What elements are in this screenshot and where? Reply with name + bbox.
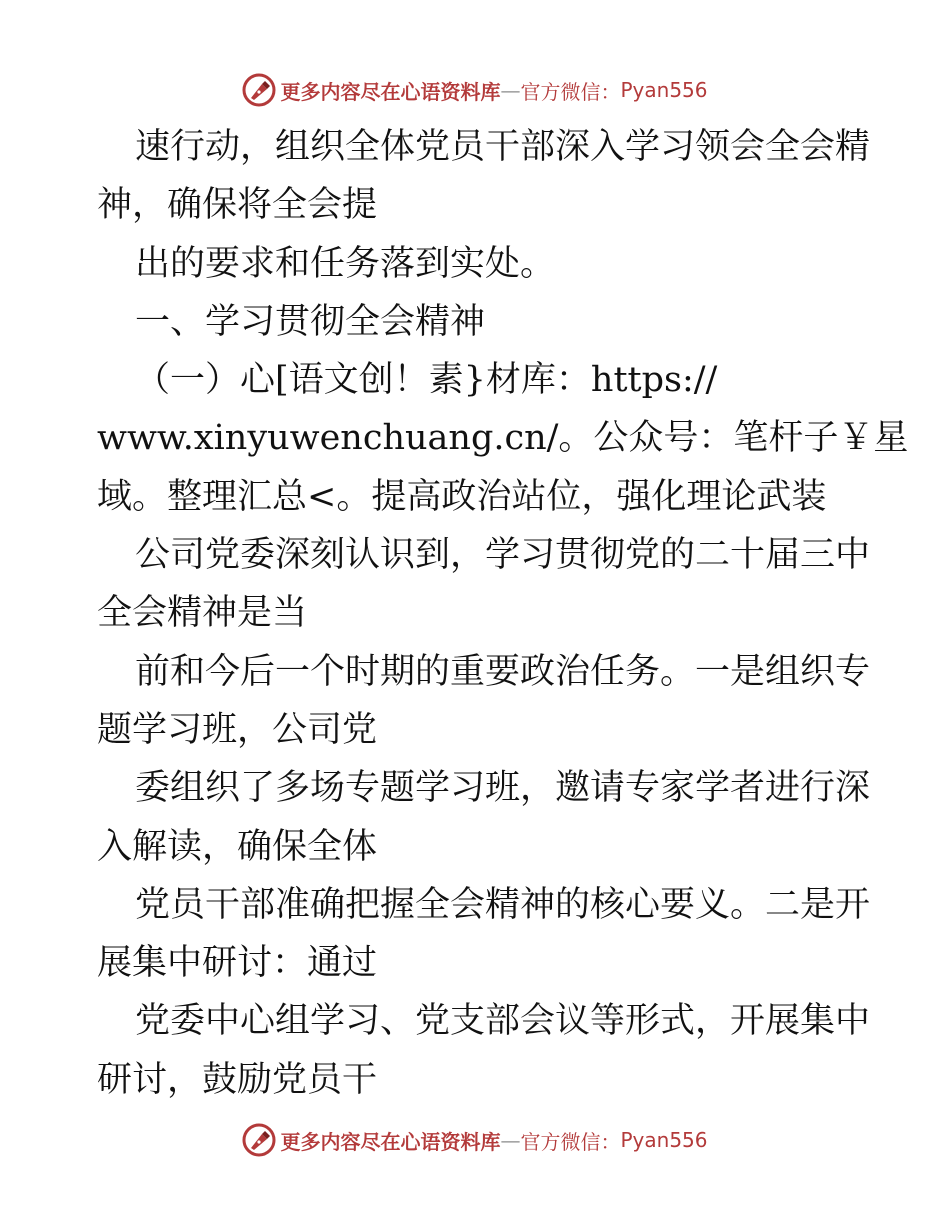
watermark-wechat-id: Pyan556 — [620, 1128, 708, 1152]
body-line: 党委中心组学习、党支部会议等形式，开展集中 — [135, 1001, 871, 1042]
body-line: 出的要求和任务落到实处。 — [135, 243, 556, 284]
body-line: 题学习班，公司党 — [97, 709, 378, 750]
body-line: 前和今后一个时期的重要政治任务。一是组织专 — [135, 651, 871, 692]
body-line: 研讨，鼓励党员干 — [97, 1059, 378, 1100]
body-line: 域。整理汇总<。提高政治站位，强化理论武装 — [97, 476, 827, 517]
header-watermark — [0, 70, 950, 110]
watermark-separator: — — [500, 78, 521, 102]
body-line: 展集中研讨：通过 — [97, 943, 378, 984]
document-body — [97, 118, 909, 1109]
watermark-wechat-label: 官方微信： — [520, 79, 621, 104]
watermark-brand: 更多内容尽在心语资料库 — [280, 1129, 501, 1154]
body-line: 入解读，确保全体 — [97, 826, 378, 867]
pen-nib-logo-icon — [242, 1123, 276, 1157]
body-line: 神，确保将全会提 — [97, 185, 378, 226]
watermark-wechat-id: Pyan556 — [620, 78, 708, 102]
body-line: www.xinyuwenchuang.cn/。公众号：笔杆子￥星 — [97, 418, 909, 459]
body-line: 党员干部准确把握全会精神的核心要义。二是开 — [135, 884, 871, 925]
watermark-brand: 更多内容尽在心语资料库 — [280, 79, 501, 104]
watermark-separator: — — [500, 1128, 521, 1152]
footer-watermark — [0, 1120, 950, 1160]
body-line: 速行动，组织全体党员干部深入学习领会全会精 — [135, 127, 871, 167]
body-line: 委组织了多场专题学习班，邀请专家学者进行深 — [135, 768, 871, 809]
body-line: 全会精神是当 — [97, 593, 308, 634]
pen-nib-logo-icon — [242, 73, 276, 107]
body-line: 公司党委深刻认识到，学习贯彻党的二十届三中 — [135, 535, 871, 576]
watermark-wechat-label: 官方微信： — [520, 1129, 621, 1154]
section-heading: 一、学习贯彻全会精神 — [135, 301, 486, 342]
subsection-heading: （一）心[语文创！素}材库：https:// — [135, 360, 718, 401]
